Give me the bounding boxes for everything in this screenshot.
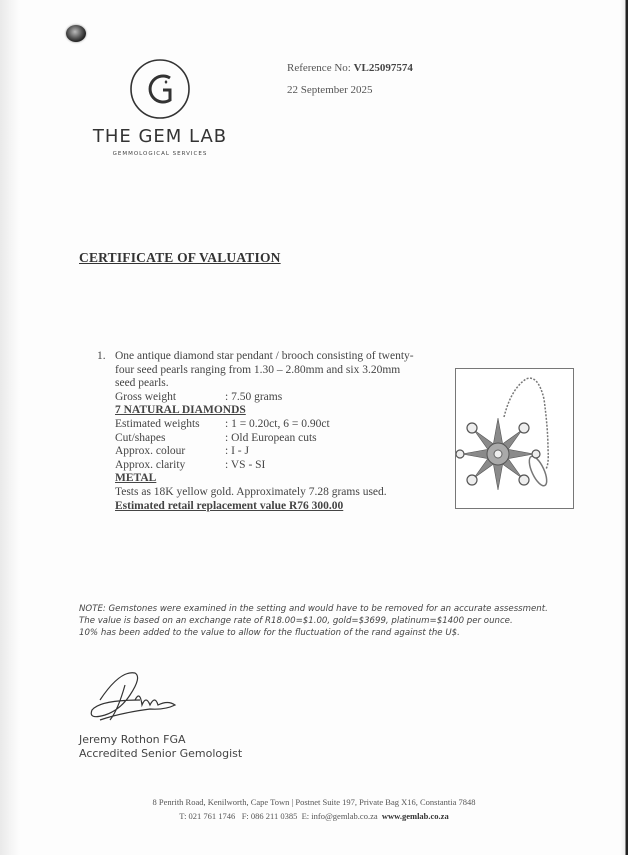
- spec-row: [115, 459, 415, 473]
- spec-value: : I - J: [225, 445, 249, 458]
- signatory-name: Jeremy Rothon FGA: [79, 733, 186, 746]
- certificate-date: 22 September 2025: [287, 84, 373, 96]
- company-logo: [90, 58, 230, 157]
- footer-fax: F: 086 211 0385: [241, 811, 298, 821]
- company-tagline: GEMMOLOGICAL SERVICES: [112, 151, 208, 157]
- spec-row: [115, 418, 415, 432]
- footer-website[interactable]: www.gemlab.co.za: [381, 811, 449, 821]
- gem-lab-logo-icon: [129, 58, 191, 120]
- item-number: 1.: [97, 350, 106, 362]
- footer-contacts: [0, 809, 628, 823]
- spec-row: [115, 432, 415, 446]
- spec-value: : 1 = 0.20ct, 6 = 0.90ct: [225, 417, 330, 430]
- punch-hole: [66, 25, 86, 42]
- reference-value: VL25097574: [353, 62, 413, 74]
- diamonds-heading: 7 NATURAL DIAMONDS: [115, 404, 246, 417]
- signature: [80, 665, 190, 734]
- valuation-item: [97, 350, 415, 513]
- spec-row: [115, 445, 415, 459]
- footer-address: 8 Penrith Road, Kenilworth, Cape Town | Postnet Suite 197, Private Bag X16, Constantia 7848: [152, 797, 476, 807]
- brooch-photo: [455, 368, 574, 509]
- valuation-amount: Estimated retail replacement value R76 300.00: [115, 499, 344, 512]
- metal-text: Tests as 18K yellow gold. Approximately 7.28 grams used.: [115, 485, 387, 498]
- note-line: 10% has been added to the value to allow for the fluctuation of the rand against the U$.: [79, 628, 460, 638]
- reference-number: [287, 62, 413, 74]
- metal-heading: METAL: [115, 472, 157, 485]
- spec-label: Gross weight: [115, 390, 177, 403]
- star-brooch-image: [456, 369, 573, 508]
- note-line: The value is based on an exchange rate of R18.00=$1.00, gold=$3699, platinum=$1400 per ounce.: [79, 616, 513, 626]
- reference-label: Reference No:: [287, 62, 351, 74]
- signatory-title: Accredited Senior Gemologist: [79, 747, 243, 760]
- spec-label: Approx. colour: [115, 445, 186, 458]
- spec-value: : Old European cuts: [225, 431, 317, 444]
- signatory-block: [79, 733, 242, 761]
- letterhead-footer: [0, 795, 628, 823]
- company-name: THE GEM LAB: [92, 126, 228, 147]
- gross-weight-row: [115, 391, 415, 405]
- handwritten-signature: [80, 665, 190, 730]
- spec-label: Estimated weights: [115, 417, 200, 430]
- item-description: One antique diamond star pendant / brooch consisting of twenty-four seed pearls ranging from 1.30 – 2.80mm and six 3.20mm seed pearls.: [115, 350, 414, 390]
- spec-label: Approx. clarity: [115, 458, 186, 471]
- spec-value: : VS - SI: [225, 458, 266, 471]
- document-title: CERTIFICATE OF VALUATION: [79, 250, 281, 265]
- spec-value: : 7.50 grams: [225, 390, 283, 403]
- valuation-note: [79, 603, 548, 639]
- spec-label: Cut/shapes: [115, 431, 166, 444]
- note-line: NOTE: Gemstones were examined in the setting and would have to be removed for an accurate assessment.: [79, 604, 548, 614]
- footer-email[interactable]: E: info@gemlab.co.za: [301, 811, 378, 821]
- footer-phone: T: 021 761 1746: [179, 811, 236, 821]
